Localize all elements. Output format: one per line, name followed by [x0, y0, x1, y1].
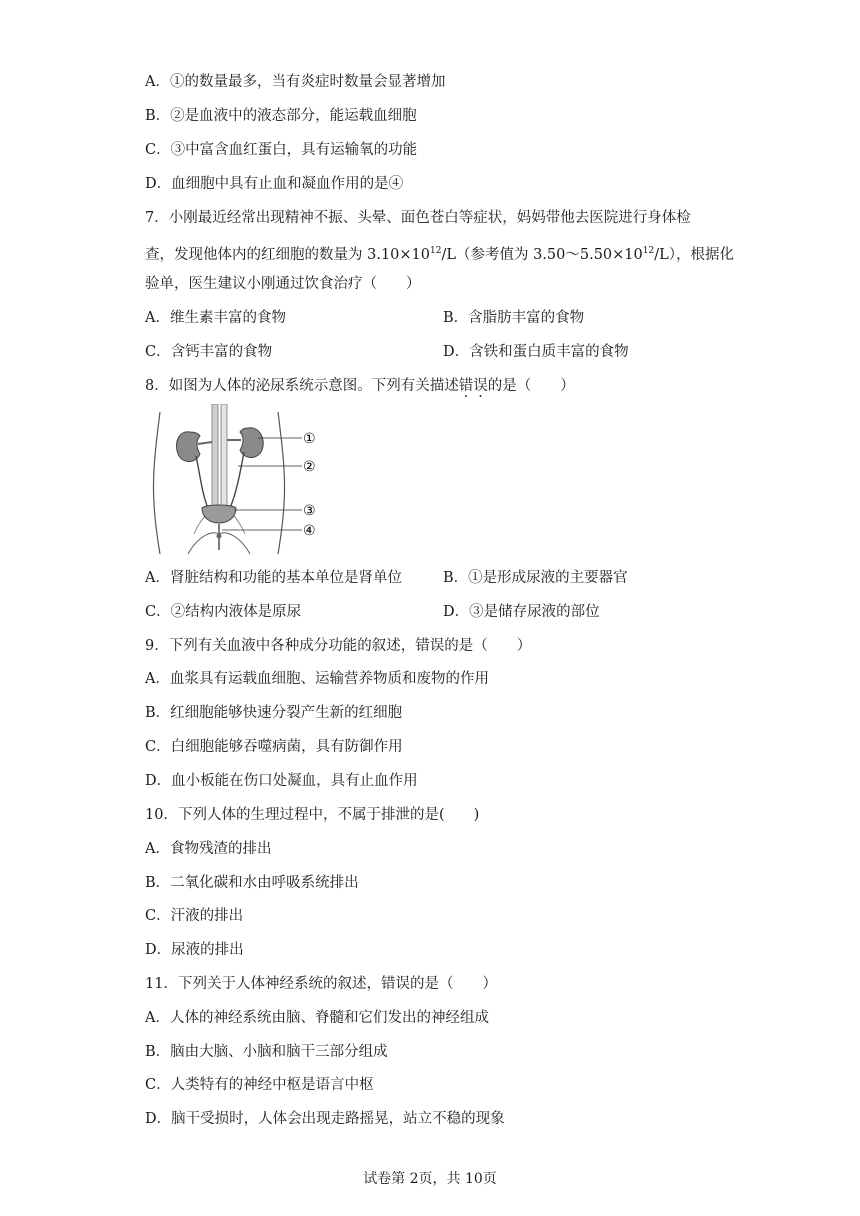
- q7-line2-part-c: /L），根据化: [654, 246, 734, 263]
- q7-exponent-1: 12: [430, 246, 442, 256]
- diagram-label-2: ②: [303, 459, 316, 475]
- q8-option-c: C．②结构内液体是原尿: [145, 604, 302, 620]
- q7-stem-line2: [145, 241, 734, 265]
- q6-option-c: C．③中富含血红蛋白，具有运输氧的功能: [145, 142, 418, 158]
- q6-option-a: A．①的数量最多，当有炎症时数量会显著增加: [145, 74, 446, 90]
- q10-option-d: D．尿液的排出: [145, 942, 244, 958]
- q11-option-c: C．人类特有的神经中枢是语言中枢: [145, 1077, 374, 1093]
- vena-cava: [221, 404, 227, 510]
- q6-option-d: D．血细胞中具有止血和凝血作用的是④: [145, 176, 404, 192]
- q9-stem: 9．下列有关血液中各种成分功能的叙述，错误的是（ ）: [145, 638, 532, 654]
- left-renal-vessel: [198, 442, 212, 444]
- left-ureter: [196, 456, 208, 508]
- q10-stem: 10．下列人体的生理过程中，不属于排泄的是( ): [145, 807, 480, 823]
- q8-emphasis-char-1: 错: [458, 378, 474, 394]
- q8-stem: [145, 376, 575, 396]
- q9-option-d: D．血小板能在伤口处凝血，具有止血作用: [145, 773, 418, 789]
- body-outline-right: [278, 412, 285, 554]
- diagram-label-1: ①: [303, 431, 316, 447]
- urinary-system-svg: [140, 404, 330, 556]
- body-outline-left: [153, 412, 160, 554]
- bladder: [202, 505, 236, 523]
- q7-stem-line3: 验单，医生建议小刚通过饮食治疗（ ）: [145, 276, 421, 292]
- q7-stem-line1: 7．小刚最近经常出现精神不振、头晕、面色苍白等症状，妈妈带他去医院进行身体检: [145, 210, 691, 226]
- q9-option-a: A．血浆具有运载血细胞、运输营养物质和废物的作用: [145, 671, 489, 687]
- q7-line2-part-a: 查，发现他体内的红细胞的数量为 3.10×10: [145, 246, 430, 263]
- q8-stem-part-b: 的是（ ）: [487, 378, 575, 394]
- q7-option-a: A．维生素丰富的食物: [145, 310, 286, 326]
- q11-option-a: A．人体的神经系统由脑、脊髓和它们发出的神经组成: [145, 1010, 489, 1026]
- right-ureter: [230, 452, 244, 508]
- q10-option-a: A．食物残渣的排出: [145, 841, 272, 857]
- aorta: [212, 404, 218, 510]
- q10-option-b: B．二氧化碳和水由呼吸系统排出: [145, 875, 359, 891]
- q8-emphasis-char-2: 误: [473, 378, 488, 394]
- q8-option-a: A．肾脏结构和功能的基本单位是肾单位: [145, 570, 402, 586]
- q8-option-d: D．③是储存尿液的部位: [443, 604, 600, 620]
- q9-option-c: C．白细胞能够吞噬病菌，具有防御作用: [145, 739, 403, 755]
- urethra-sphincter: [217, 534, 222, 539]
- q8-stem-part-a: 8．如图为人体的泌尿系统示意图。下列有关描述: [145, 378, 459, 394]
- urinary-system-diagram: [140, 404, 330, 556]
- q9-option-b: B．红细胞能够快速分裂产生新的红细胞: [145, 705, 403, 721]
- q7-option-b: B．含脂肪丰富的食物: [443, 310, 585, 326]
- diagram-label-4: ④: [303, 523, 316, 539]
- q11-option-b: B．脑由大脑、小脑和脑干三部分组成: [145, 1044, 388, 1060]
- q8-option-b: B．①是形成尿液的主要器官: [443, 570, 628, 586]
- q11-stem: 11．下列关于人体神经系统的叙述，错误的是（ ）: [145, 976, 497, 992]
- q7-line2-part-b: /L（参考值为 3.50～5.50×10: [441, 246, 643, 263]
- q7-option-c: C．含钙丰富的食物: [145, 344, 273, 360]
- page-footer: 试卷第 2页，共 10页: [363, 1171, 497, 1187]
- q7-exponent-2: 12: [642, 246, 655, 256]
- q11-option-d: D．脑干受损时，人体会出现走路摇晃，站立不稳的现象: [145, 1111, 505, 1127]
- q7-option-d: D．含铁和蛋白质丰富的食物: [443, 344, 629, 360]
- q6-option-b: B．②是血液中的液态部分，能运载血细胞: [145, 108, 417, 124]
- q10-option-c: C．汗液的排出: [145, 908, 244, 924]
- diagram-label-3: ③: [303, 503, 316, 519]
